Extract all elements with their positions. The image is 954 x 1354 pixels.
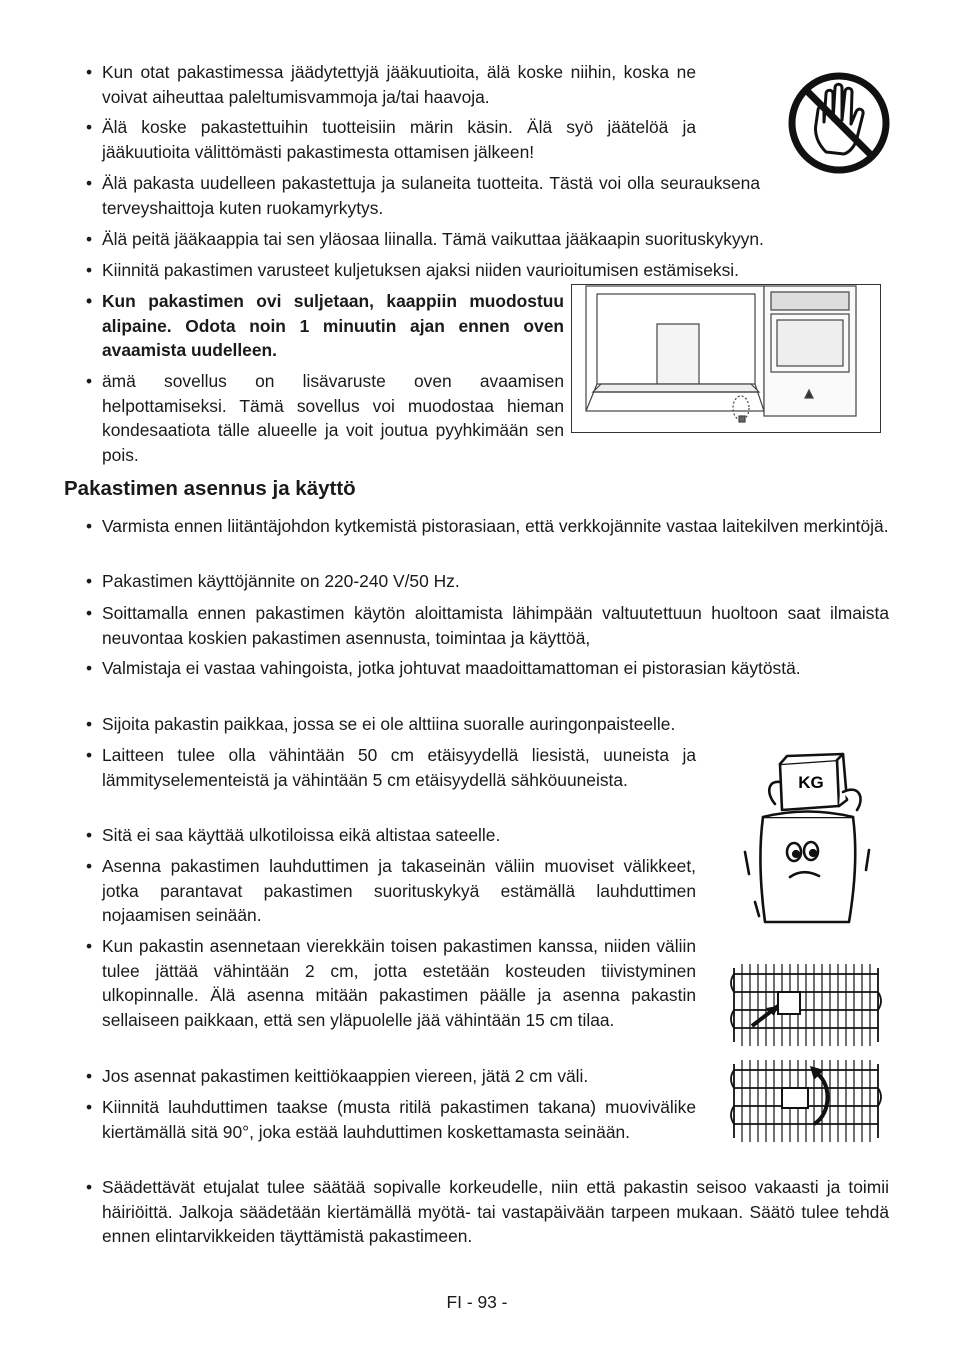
bullet-refreeze: • Älä pakasta uudelleen pakastettuja ja sulaneita tuotteita. Tästä voi olla seurauksena terveyshaittoja kuten ruokamyrkytys. xyxy=(86,171,760,220)
spacer-rotation-illustration xyxy=(728,1058,884,1144)
section-title: Pakastimen asennus ja käyttö xyxy=(64,477,356,500)
bullet-distance: • Laitteen tulee olla vähintään 50 cm etäisyydellä liesistä, uuneista ja lämmityselementeistä ja vähintään 5 cm etäisyydellä sähköuuneista. xyxy=(86,743,696,792)
bullet-feet: • Säädettävät etujalat tulee säätää sopivalle korkeudelle, niin että pakastin seisoo vakaasti ja toimii häiriöittä. Jalkoja säädetään kiertämällä myötä- tai vastapäivään tarpeen mukaan. Säätö tulee tehdä ennen elintarvikkeiden täyttämistä pakastimeen. xyxy=(86,1175,889,1249)
no-touch-hand-icon xyxy=(786,70,892,176)
bullet-cover: • Älä peitä jääkaappia tai sen yläosaa liinalla. Tämä vaikuttaa jääkaapin suorituskykyyn. xyxy=(86,227,886,252)
bullet-accessory: • ämä sovellus on lisävaruste oven avaamisen helpottamiseksi. Tämä sovellus voi muodostaa hieman kondesaatiota tälle alueelle ja voit joutua pyyhkimään sen pois. xyxy=(86,369,564,467)
weight-label: KG xyxy=(798,773,824,792)
bullet-voltage-check: • Varmista ennen liitäntäjohdon kytkemistä pistorasiaan, että verkkojännite vastaa laitekilven merkintöjä. xyxy=(86,514,889,539)
bullet-ice-cubes: • Kun otat pakastimessa jäädytettyjä jääkuutioita, älä koske niihin, koska ne voivat aiheuttaa paleltumisvammoja ja/tai haavoja. xyxy=(86,60,696,109)
bullet-voltage: • Pakastimen käyttöjännite on 220-240 V/50 Hz. xyxy=(86,569,889,594)
freezer-carrying-weight-illustration xyxy=(735,752,885,932)
bullet-grounding: • Valmistaja ei vastaa vahingoista, jotka johtuvat maadoittamattoman ei pistorasian käytöstä. xyxy=(86,656,889,681)
bullet-wet-hands: • Älä koske pakastettuihin tuotteisiin märin käsin. Älä syö jäätelöä ja jääkuutioita välittömästi pakastimesta ottamisen jälkeen! xyxy=(86,115,696,164)
bullet-spacers: • Asenna pakastimen lauhduttimen ja takaseinän väliin muoviset välikkeet, jotka parantavat pakastimen suorituskykyä estämällä lauhduttimen nojaamisen seinään. xyxy=(86,854,696,928)
bullet-side-by-side: • Kun pakastin asennetaan vierekkäin toisen pakastimen kanssa, niiden väliin tulee jättää vähintään 2 cm, jotta estetään kosteuden tiivistyminen ulkopinnalle. Älä asenna mitään pakastimen päälle ja asenna pakastin sellaiseen paikkaan, että sen yläpuolelle jää vähintään 15 cm tilaa. xyxy=(86,934,696,1032)
page-number: FI - 93 - xyxy=(446,1292,508,1312)
condenser-spacer-illustration xyxy=(728,962,884,1048)
bullet-sunlight: • Sijoita pakastin paikkaa, jossa se ei ole alttiina suoralle auringonpaisteelle. xyxy=(86,712,889,737)
bullet-vacuum: • Kun pakastimen ovi suljetaan, kaappiin muodostuu alipaine. Odota noin 1 minuutin ajan ennen oven avaamista uudelleen. xyxy=(86,289,564,363)
bullet-outdoors: • Sitä ei saa käyttää ulkotiloissa eikä altistaa sateelle. xyxy=(86,823,696,848)
bullet-cabinets: • Jos asennat pakastimen keittiökaappien viereen, jätä 2 cm väli. xyxy=(86,1064,696,1089)
bullet-condenser: • Kiinnitä lauhduttimen taakse (musta ritilä pakastimen takana) muovivälike kiertämällä sitä 90°, joka estää lauhduttimen koskettamasta seinään. xyxy=(86,1095,696,1144)
bullet-transport: • Kiinnitä pakastimen varusteet kuljetuksen ajaksi niiden vaurioitumisen estämiseksi. xyxy=(86,258,886,283)
freezer-interior-illustration xyxy=(571,284,881,433)
bullet-service: • Soittamalla ennen pakastimen käytön aloittamista lähimpään valtuutettuun huoltoon saat ilmaista neuvontaa koskien pakastimen asennusta, toimintaa ja käyttöä, xyxy=(86,601,889,650)
